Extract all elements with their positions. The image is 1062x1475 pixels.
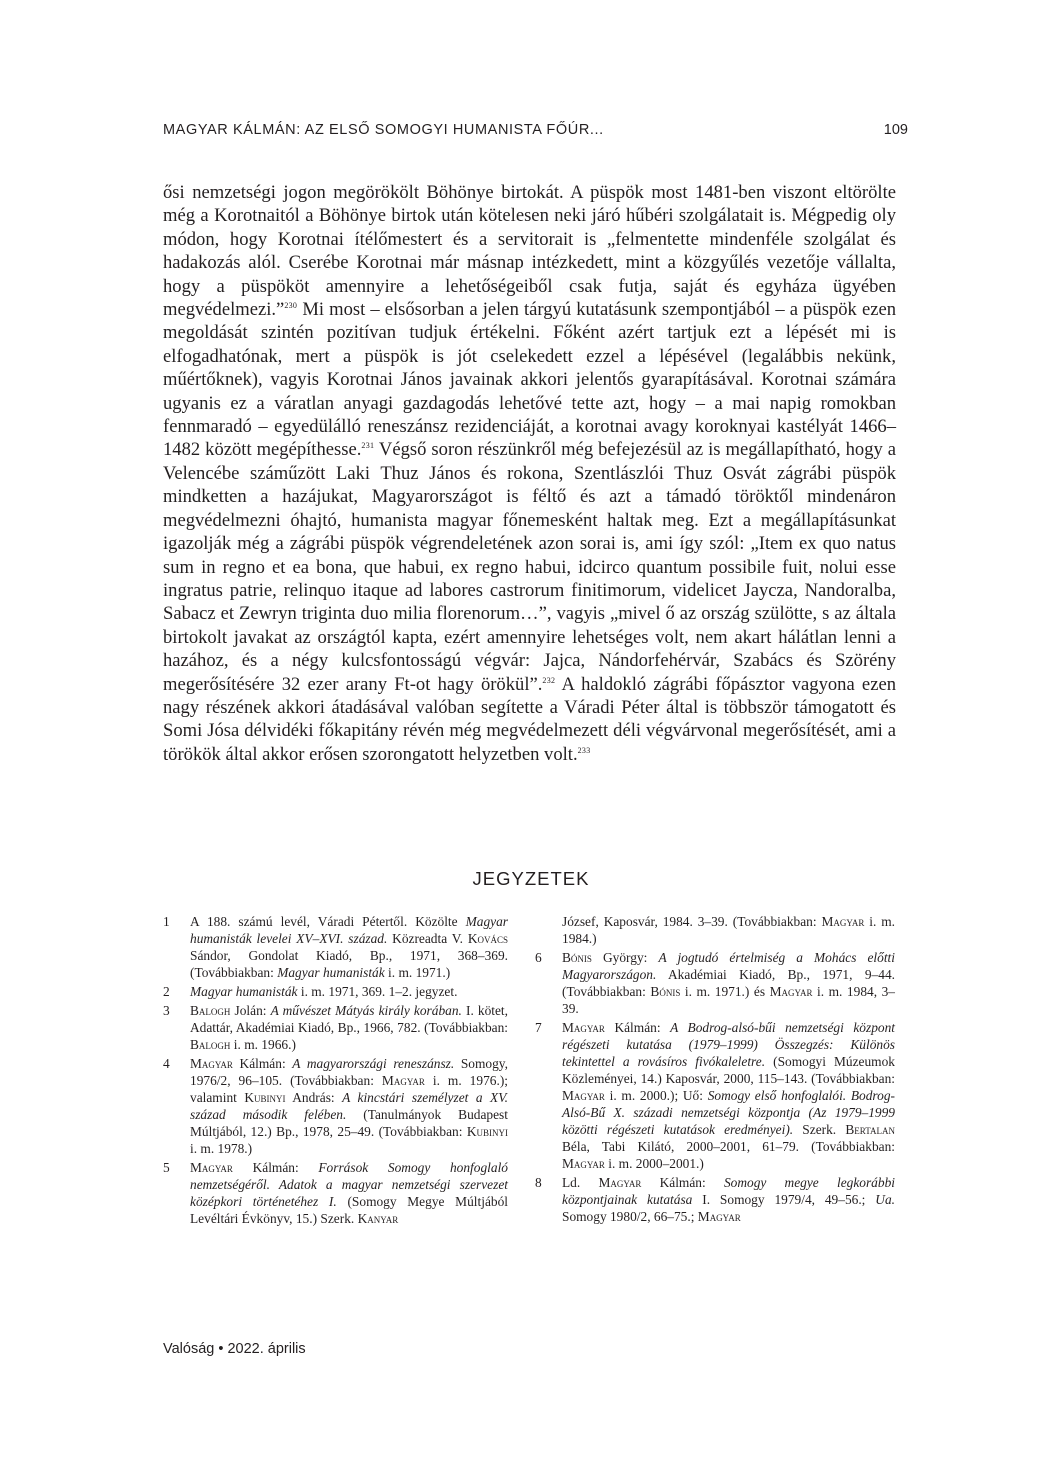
- note-text: Ld.: [562, 1175, 599, 1190]
- note-text: György:: [591, 950, 659, 965]
- note-title: Somogy megye legkorábbi központjainak kutatása: [562, 1175, 895, 1207]
- body-text-segment-1: ősi nemzetségi jogon megörökölt Böhönye birtokát. A püspök most 1481-ben viszont eltörölte még a Korotnaitól a Böhönye birtok után kötelesen neki járó hűbéri szolgálatait is. Mégpedig oly módon, hogy Korotnai ítélőmestert és a servitorait is „felmentette mindenféle szolgálat és hadakozás alól. Cserébe Korotnai már másnap intézkedett, mint a közgyűlés vezetője vállalta, hogy a püspököt amennyire a lehetőségeiből csak futja, saját és egyháza ügyében megvédelmezi.”: [163, 182, 896, 321]
- note-text: Sándor, Gondolat Kiadó, Bp., 1971, 368–369. (Továbbiakban:: [190, 948, 508, 980]
- page-number: 109: [883, 122, 908, 138]
- note-text: József, Kaposvár, 1984. 3–39. (Továbbiakban:: [562, 914, 822, 929]
- note-item: [535, 1174, 895, 1225]
- note-author: Kubinyi: [466, 1124, 508, 1139]
- note-number: 6: [535, 950, 542, 965]
- note-title: Források Somogy honfoglaló nemzetségéről. Adatok a magyar nemzetségi szervezet középkori történetéhez I.: [190, 1160, 508, 1209]
- note-author: Magyar: [562, 1020, 605, 1035]
- note-text: i. m. 1971.): [384, 965, 451, 980]
- note-text: i. m. 1971, 369. 1–2. jegyzet.: [297, 984, 458, 999]
- page-footer: Valóság • 2022. április: [163, 1341, 306, 1357]
- note-title: Magyar humanisták: [190, 984, 298, 999]
- note-author: Bónis: [562, 950, 592, 965]
- note-item: [163, 1159, 508, 1227]
- note-title: Ua.: [875, 1192, 895, 1207]
- note-continuation: [535, 913, 895, 947]
- note-text: i. m. 1966.): [230, 1037, 296, 1052]
- note-text: i. m. 1978.): [190, 1141, 253, 1156]
- note-author: Balogh: [190, 1037, 231, 1052]
- note-item: [163, 1055, 508, 1157]
- note-author: Magyar: [769, 984, 813, 999]
- note-number: 7: [535, 1020, 542, 1035]
- note-item: [163, 983, 508, 1000]
- note-item: [535, 949, 895, 1017]
- notes-column-left: [163, 913, 508, 1229]
- note-text: Somogy 1980/2, 66–75.;: [562, 1209, 698, 1224]
- note-text: i. m. 1984.): [562, 914, 895, 946]
- body-paragraph: [163, 181, 896, 766]
- note-number: 2: [163, 984, 170, 999]
- note-text: i. m. 1971.) és: [680, 984, 770, 999]
- note-text: (Somogyi Múzeumok Közleményei, 14.) Kaposvár, 2000, 115–143. (Továbbiakban:: [562, 1054, 895, 1086]
- running-header: [163, 122, 908, 144]
- note-author: Kubinyi: [244, 1090, 286, 1105]
- note-title: A kincstári személyzet a XV. század második felében.: [190, 1090, 508, 1122]
- note-author: Kanyar: [357, 1211, 399, 1226]
- note-text: Közreadta V.: [387, 931, 468, 946]
- note-text: Kálmán:: [604, 1020, 671, 1035]
- note-text: i. m. 1984, 3–39.: [562, 984, 895, 1016]
- note-title: A magyarországi reneszánsz.: [292, 1056, 455, 1071]
- note-text: Kálmán:: [232, 1160, 319, 1175]
- footnote-ref-232[interactable]: 232: [542, 675, 556, 685]
- footnote-ref-231[interactable]: 231: [361, 441, 375, 451]
- note-author: Magyar: [381, 1073, 425, 1088]
- note-text: (Tanulmányok Budapest Múltjából, 12.) Bp., 1978, 25–49. (Továbbiakban:: [190, 1107, 508, 1139]
- body-text-segment-4: A haldokló zágrábi főpásztor vagyona ezen nagy részének akkori átadásával valóban segítette a Váradi Péter által is többször támogatott és Somi Jósa délvidéki főkapitány révén még megvédelmezett déli végvárvonal megerősítését, ami a törökök által akkor erősen szorongatott helyzetben volt.: [163, 673, 896, 765]
- note-number: 4: [163, 1056, 170, 1071]
- note-number: 5: [163, 1160, 170, 1175]
- note-author: Magyar: [190, 1160, 233, 1175]
- body-text-segment-3: Végső soron részünkről még befejezésül az is megállapítható, hogy a Velencébe száműzött Laki Thuz János és rokona, Szentlászlói Thuz Osvát zágrábi püspök mindketten a hazájukat, Magyarországot is féltő és azt a támadó töröktől mindenáron megvédelmezni óhajtó, humanista magyar főnemesként haltak meg. Ezt a megállapításunkat igazolják még a zágrábi püspök végrendeletének azon sorai is, ami így szól: „Item ex quo natus sum in regno et ea bona, que habui, ex regno habui, idcirco quantum possibile fuit, nolui esse ingratus patrie, relinquo itaque ad labores castrorum finitimorum, videlicet Jaycza, Nandoralba, Sabacz et Zewryn triginta duo milia florenorum…”, vagyis „mivel ő az ország szülötte, s az általa birtokolt javakat az országtól kapta, ezért amennyire lehetséges volt, nem akart hálátlan lenni a hazához, és a négy kulcsfontosságú végvár: Jajca, Nándorfehérvár, Szabács és Szörény megerősítésére 32 ezer arany Ft-ot hagy örökül”.: [163, 439, 896, 695]
- note-text: (Somogy Megye Múltjából Levéltári Évkönyv, 15.) Szerk.: [190, 1194, 508, 1226]
- note-title: Magyar humanisták: [277, 965, 385, 980]
- note-title: Somogy első honfoglalói. Bodrog-Alsó-Bű X. századi nemzetségi központja (Az 1979–1999 közötti régészeti kutatások eredményei).: [562, 1088, 895, 1137]
- note-text: i. m. 2000.); Uő:: [604, 1088, 708, 1103]
- main-text: [163, 181, 896, 766]
- note-author: Bertalan: [845, 1122, 895, 1137]
- note-author: Magyar: [562, 1088, 605, 1103]
- note-author: Kovács: [467, 931, 508, 946]
- note-item: [163, 913, 508, 981]
- note-text: Jolán:: [230, 1003, 271, 1018]
- body-text-segment-2: Mi most – elsősorban a jelen tárgyú kutatásunk szempontjából – a püspök ezen megoldását szintén pozitívan tudjuk értékelni. Főként azért tartjuk ezt a lépését mi is elfogadhatónak, mert a püspök is jót cselekedett ezzel a lépésével (legalábbis nekünk, műértőknek), vagyis Korotnai János javainak akkori jelentős gyarapításával. Korotnai számára ugyanis ez a váratlan anyagi gazdagodás lehetővé tette azt, hogy – a mai napig romokban fennmaradó – egyedülálló reneszánsz rezidenciáját, a korotnai avagy koroknyai kastélyát 1466–1482 között megépíthesse.: [163, 299, 896, 461]
- note-text: Kálmán:: [232, 1056, 293, 1071]
- note-item: [535, 1019, 895, 1172]
- note-title: Magyar humanisták levelei XV–XVI. század.: [190, 914, 508, 946]
- note-author: Bónis: [650, 984, 681, 999]
- notes-column-right: [535, 913, 895, 1227]
- note-text: A 188. számú levél, Váradi Pétertől. Közölte: [190, 914, 466, 929]
- note-author: Magyar: [562, 1156, 605, 1171]
- note-number: 1: [163, 914, 170, 929]
- note-item: [163, 1002, 508, 1053]
- footnote-ref-233[interactable]: 233: [577, 745, 591, 755]
- note-author: Magyar: [598, 1175, 642, 1190]
- note-text: Kálmán:: [641, 1175, 724, 1190]
- note-text: I. kötet, Adattár, Akadémiai Kiadó, Bp., 1966, 782. (Továbbiakban:: [190, 1003, 508, 1035]
- note-title: A művészet Mátyás király korában.: [270, 1003, 462, 1018]
- note-text: Akadémiai Kiadó, Bp., 1971, 9–44. (Továbbiakban:: [562, 967, 895, 999]
- note-author: Magyar: [821, 914, 865, 929]
- note-text: Szerk.: [793, 1122, 846, 1137]
- running-title: MAGYAR KÁLMÁN: AZ ELSŐ SOMOGYI HUMANISTA FŐÚR...: [163, 122, 604, 138]
- note-number: 8: [535, 1175, 542, 1190]
- footnote-ref-230[interactable]: 230: [284, 301, 298, 311]
- note-title: A jogtudó értelmiség a Mohács előtti Magyarországon.: [562, 950, 895, 982]
- notes-heading: JEGYZETEK: [472, 868, 590, 889]
- note-text: i. m. 1976.); valamint: [190, 1073, 508, 1105]
- note-text: Béla, Tabi Kilátó, 2000–2001, 61–79. (Továbbiakban:: [562, 1139, 895, 1154]
- note-title: A Bodrog-alsó-bűi nemzetségi központ régészeti kutatása (1979–1999) Összegzés: Különös tekintettel a rovásíros fivókaleletre.: [562, 1020, 896, 1069]
- note-author: Magyar: [190, 1056, 233, 1071]
- note-author: Magyar: [697, 1209, 741, 1224]
- note-text: Somogy, 1976/2, 96–105. (Továbbiakban:: [190, 1056, 508, 1088]
- note-text: i. m. 2000–2001.): [604, 1156, 704, 1171]
- note-author: Balogh: [190, 1003, 231, 1018]
- note-text: I. Somogy 1979/4, 49–56.;: [692, 1192, 876, 1207]
- note-number: 3: [163, 1003, 170, 1018]
- note-text: András:: [285, 1090, 343, 1105]
